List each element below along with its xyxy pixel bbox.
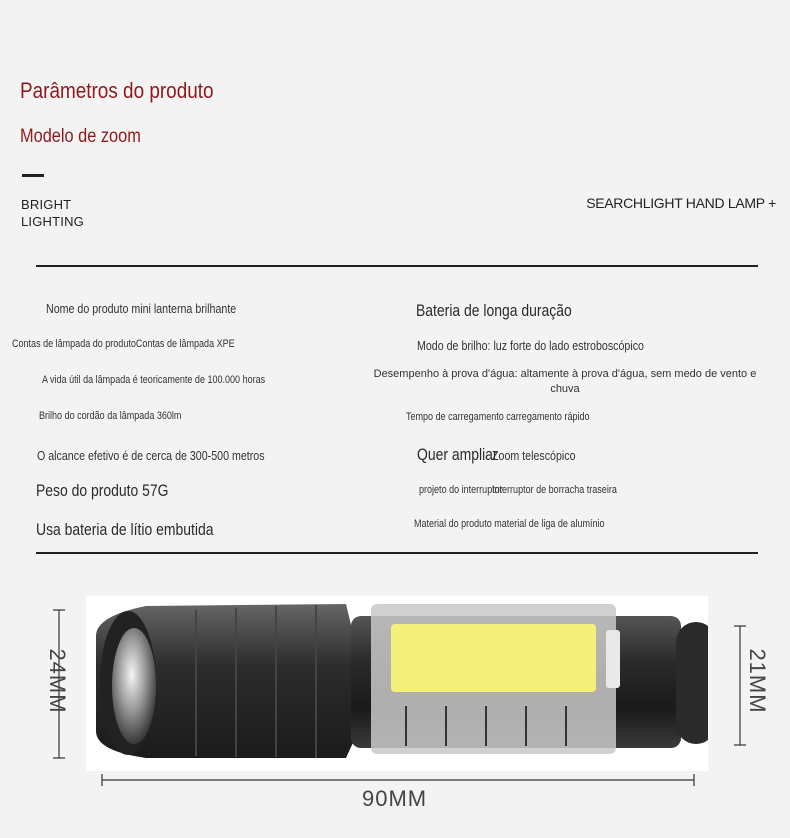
spec-lamp-life: A vida útil da lâmpada é teoricamente de 100.000 horas (42, 374, 266, 386)
spec-product-name: Nome do produto mini lanterna brilhante (46, 301, 237, 316)
dimension-length: 90MM (362, 786, 428, 811)
spec-brightness: Brilho do cordão da lâmpada 360lm (39, 410, 182, 422)
spec-charging: Tempo de carregamento carregamento rápido (406, 411, 590, 423)
spec-zoom-value: Zoom telescópico (492, 448, 576, 463)
spec-weight: Peso do produto 57G (36, 481, 169, 500)
spec-long-battery: Bateria de longa duração (416, 301, 572, 320)
dimension-head: 24MM (45, 648, 70, 714)
spec-battery: Usa bateria de lítio embutida (36, 520, 214, 539)
spec-switch-label: projeto do interruptor (419, 484, 503, 496)
page-subtitle: Modelo de zoom (20, 126, 141, 147)
spec-zoom-label: Quer ampliar (417, 445, 498, 464)
spec-switch-value: Interruptor de borracha traseira (492, 484, 617, 496)
spec-waterproof: Desempenho à prova d'água: altamente à prova d'água, sem medo de vento e chuva (373, 368, 757, 395)
dimension-tail: 21MM (745, 648, 770, 714)
spec-light-mode: Modo de brilho: luz forte do lado estroboscópico (417, 338, 644, 353)
tag-bright-lighting: BRIGHT LIGHTING (21, 197, 84, 229)
spec-material: Material do produto material de liga de alumínio (414, 518, 605, 530)
spec-bead-type: Contas de lâmpada do produtoContas de lâmpada XPE (12, 338, 235, 350)
spec-range: O alcance efetivo é de cerca de 300-500 metros (37, 448, 265, 463)
tag-searchlight: SEARCHLIGHT HAND LAMP + (586, 195, 776, 211)
page-title: Parâmetros do produto (20, 78, 214, 103)
